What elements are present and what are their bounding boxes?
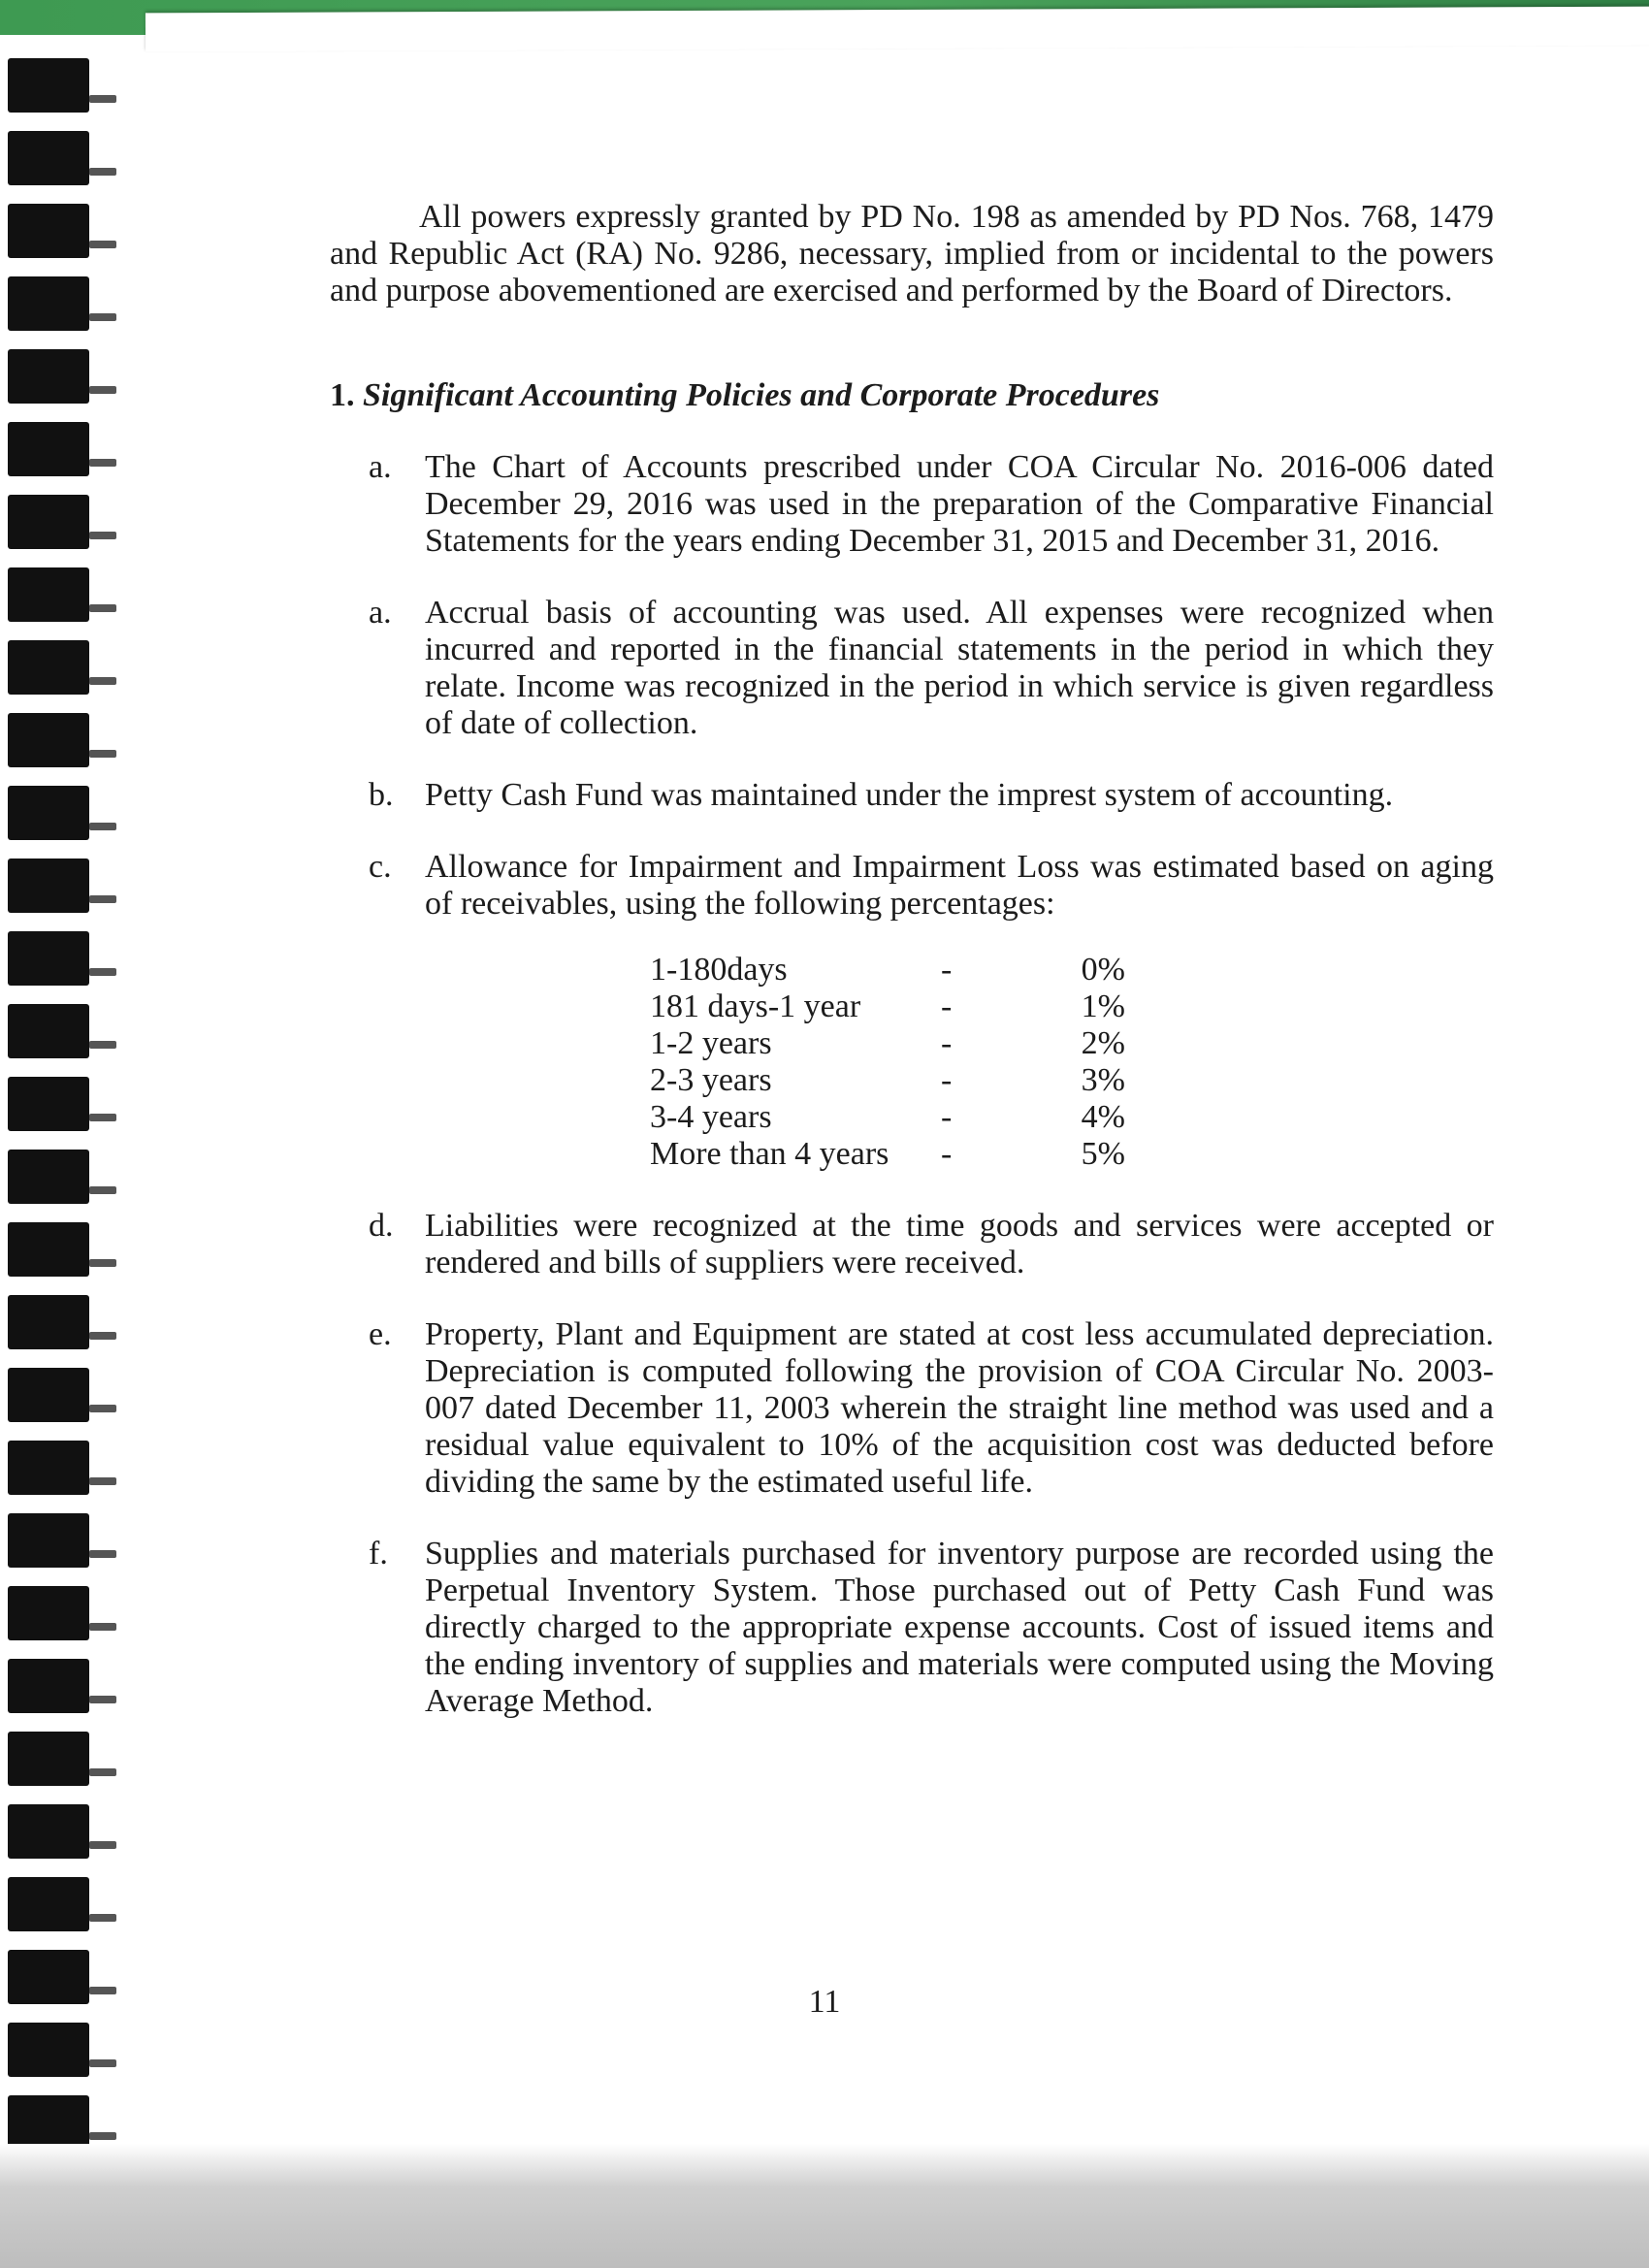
list-item-text: Liabilities were recognized at the time goods and services were accepted or rendered and bills of suppliers were received. bbox=[425, 1208, 1494, 1280]
binding-ring bbox=[8, 1659, 89, 1713]
aging-separator: - bbox=[941, 1099, 953, 1135]
binding-ring bbox=[8, 1877, 89, 1931]
aging-rate: 3% bbox=[1081, 1062, 1125, 1098]
aging-period: 1-180days bbox=[650, 952, 788, 988]
binding-ring bbox=[8, 567, 89, 622]
table-row bbox=[650, 988, 1125, 1025]
list-item-text: Property, Plant and Equipment are stated at cost less accumulated depreciation. Depreciation is computed following the provision of COA Circular No. 2003-007 dated December 11, 2003 wherein the straight line method was used and a residual value equivalent to 10% of the acquisition cost was deducted before dividing the same by the estimated useful life. bbox=[425, 1316, 1494, 1500]
table-row bbox=[650, 1062, 1125, 1099]
binding-ring bbox=[8, 276, 89, 331]
binding-ring bbox=[8, 1222, 89, 1277]
binding-ring bbox=[8, 2023, 89, 2077]
binding-ring bbox=[8, 1513, 89, 1568]
page-top-edge bbox=[146, 7, 1649, 52]
table-row bbox=[650, 1099, 1125, 1136]
aging-percentage-table bbox=[650, 952, 1125, 1173]
spiral-binding bbox=[0, 0, 126, 2268]
binding-ring bbox=[8, 713, 89, 767]
binding-ring bbox=[8, 495, 89, 549]
page-number: 11 bbox=[808, 1984, 841, 2020]
aging-rate: 4% bbox=[1081, 1099, 1125, 1135]
binding-ring bbox=[8, 1004, 89, 1058]
list-marker: a. bbox=[369, 449, 392, 485]
aging-rate: 2% bbox=[1081, 1025, 1125, 1061]
binding-ring bbox=[8, 422, 89, 476]
table-row bbox=[650, 1025, 1125, 1062]
aging-rate: 0% bbox=[1081, 952, 1125, 988]
binding-ring bbox=[8, 1077, 89, 1131]
aging-period: 3-4 years bbox=[650, 1099, 772, 1135]
binding-ring bbox=[8, 1368, 89, 1422]
aging-separator: - bbox=[941, 988, 953, 1024]
list-item-text: Accrual basis of accounting was used. All expenses were recognized when incurred and reported in the financial statements in the period in which they relate. Income was recognized in the period in which service is given regardless of date of collection. bbox=[425, 595, 1494, 741]
aging-period: 1-2 years bbox=[650, 1025, 772, 1061]
binding-ring bbox=[8, 1586, 89, 1640]
binding-ring bbox=[8, 1732, 89, 1786]
aging-rate: 5% bbox=[1081, 1136, 1125, 1172]
document-body bbox=[330, 199, 1494, 1755]
binding-ring bbox=[8, 2095, 89, 2150]
table-row bbox=[650, 1136, 1125, 1173]
section-title: Significant Accounting Policies and Corporate Procedures bbox=[363, 377, 1160, 413]
list-marker: b. bbox=[369, 777, 394, 813]
aging-separator: - bbox=[941, 1062, 953, 1098]
list-item bbox=[369, 595, 1494, 742]
aging-rate: 1% bbox=[1081, 988, 1125, 1024]
binding-ring bbox=[8, 1441, 89, 1495]
section-number: 1. bbox=[330, 377, 355, 413]
binding-ring bbox=[8, 640, 89, 695]
list-marker: e. bbox=[369, 1316, 392, 1352]
binding-ring bbox=[8, 859, 89, 913]
list-marker: d. bbox=[369, 1208, 394, 1244]
binding-ring bbox=[8, 786, 89, 840]
binding-ring bbox=[8, 1150, 89, 1204]
list-item-text: Petty Cash Fund was maintained under the imprest system of accounting. bbox=[425, 777, 1394, 813]
binding-ring bbox=[8, 931, 89, 986]
list-item-text: Allowance for Impairment and Impairment Loss was estimated based on aging of receivables, using the following percentages: bbox=[425, 849, 1494, 922]
list-marker: f. bbox=[369, 1536, 388, 1571]
scan-bottom-edge bbox=[0, 2144, 1649, 2268]
binding-ring bbox=[8, 1950, 89, 2004]
aging-period: 2-3 years bbox=[650, 1062, 772, 1098]
list-marker: a. bbox=[369, 595, 392, 631]
list-item bbox=[369, 1208, 1494, 1281]
list-item bbox=[369, 777, 1494, 814]
binding-ring bbox=[8, 1295, 89, 1349]
binding-ring bbox=[8, 349, 89, 404]
list-item bbox=[369, 449, 1494, 560]
aging-period: 181 days-1 year bbox=[650, 988, 861, 1024]
list-item bbox=[369, 849, 1494, 923]
intro-paragraph: All powers expressly granted by PD No. 198 as amended by PD Nos. 768, 1479 and Republic Act (RA) No. 9286, necessary, implied from or incidental to the powers and purpose abovementioned are exercised and performed by the Board of Directors. bbox=[330, 199, 1494, 308]
binding-ring bbox=[8, 204, 89, 258]
aging-separator: - bbox=[941, 1025, 953, 1061]
binding-ring bbox=[8, 131, 89, 185]
aging-separator: - bbox=[941, 1136, 953, 1172]
list-item bbox=[369, 1536, 1494, 1720]
aging-period: More than 4 years bbox=[650, 1136, 889, 1172]
list-marker: c. bbox=[369, 849, 392, 885]
list-item bbox=[369, 1316, 1494, 1501]
table-row bbox=[650, 952, 1125, 988]
binding-ring bbox=[8, 58, 89, 113]
policy-list bbox=[369, 449, 1494, 1720]
list-item-text: The Chart of Accounts prescribed under COA Circular No. 2016-006 dated December 29, 2016 was used in the preparation of the Comparative Financial Statements for the years ending December 31, 2015 and December 31, 2016. bbox=[425, 449, 1494, 559]
section-heading bbox=[330, 377, 1494, 414]
aging-separator: - bbox=[941, 952, 953, 988]
list-item-text: Supplies and materials purchased for inventory purpose are recorded using the Perpetual Inventory System. Those purchased out of Petty Cash Fund was directly charged to the appropriate expense accounts. Cost of issued items and the ending inventory of supplies and materials were computed using the Moving Average Method. bbox=[425, 1536, 1494, 1719]
binding-ring bbox=[8, 1804, 89, 1859]
